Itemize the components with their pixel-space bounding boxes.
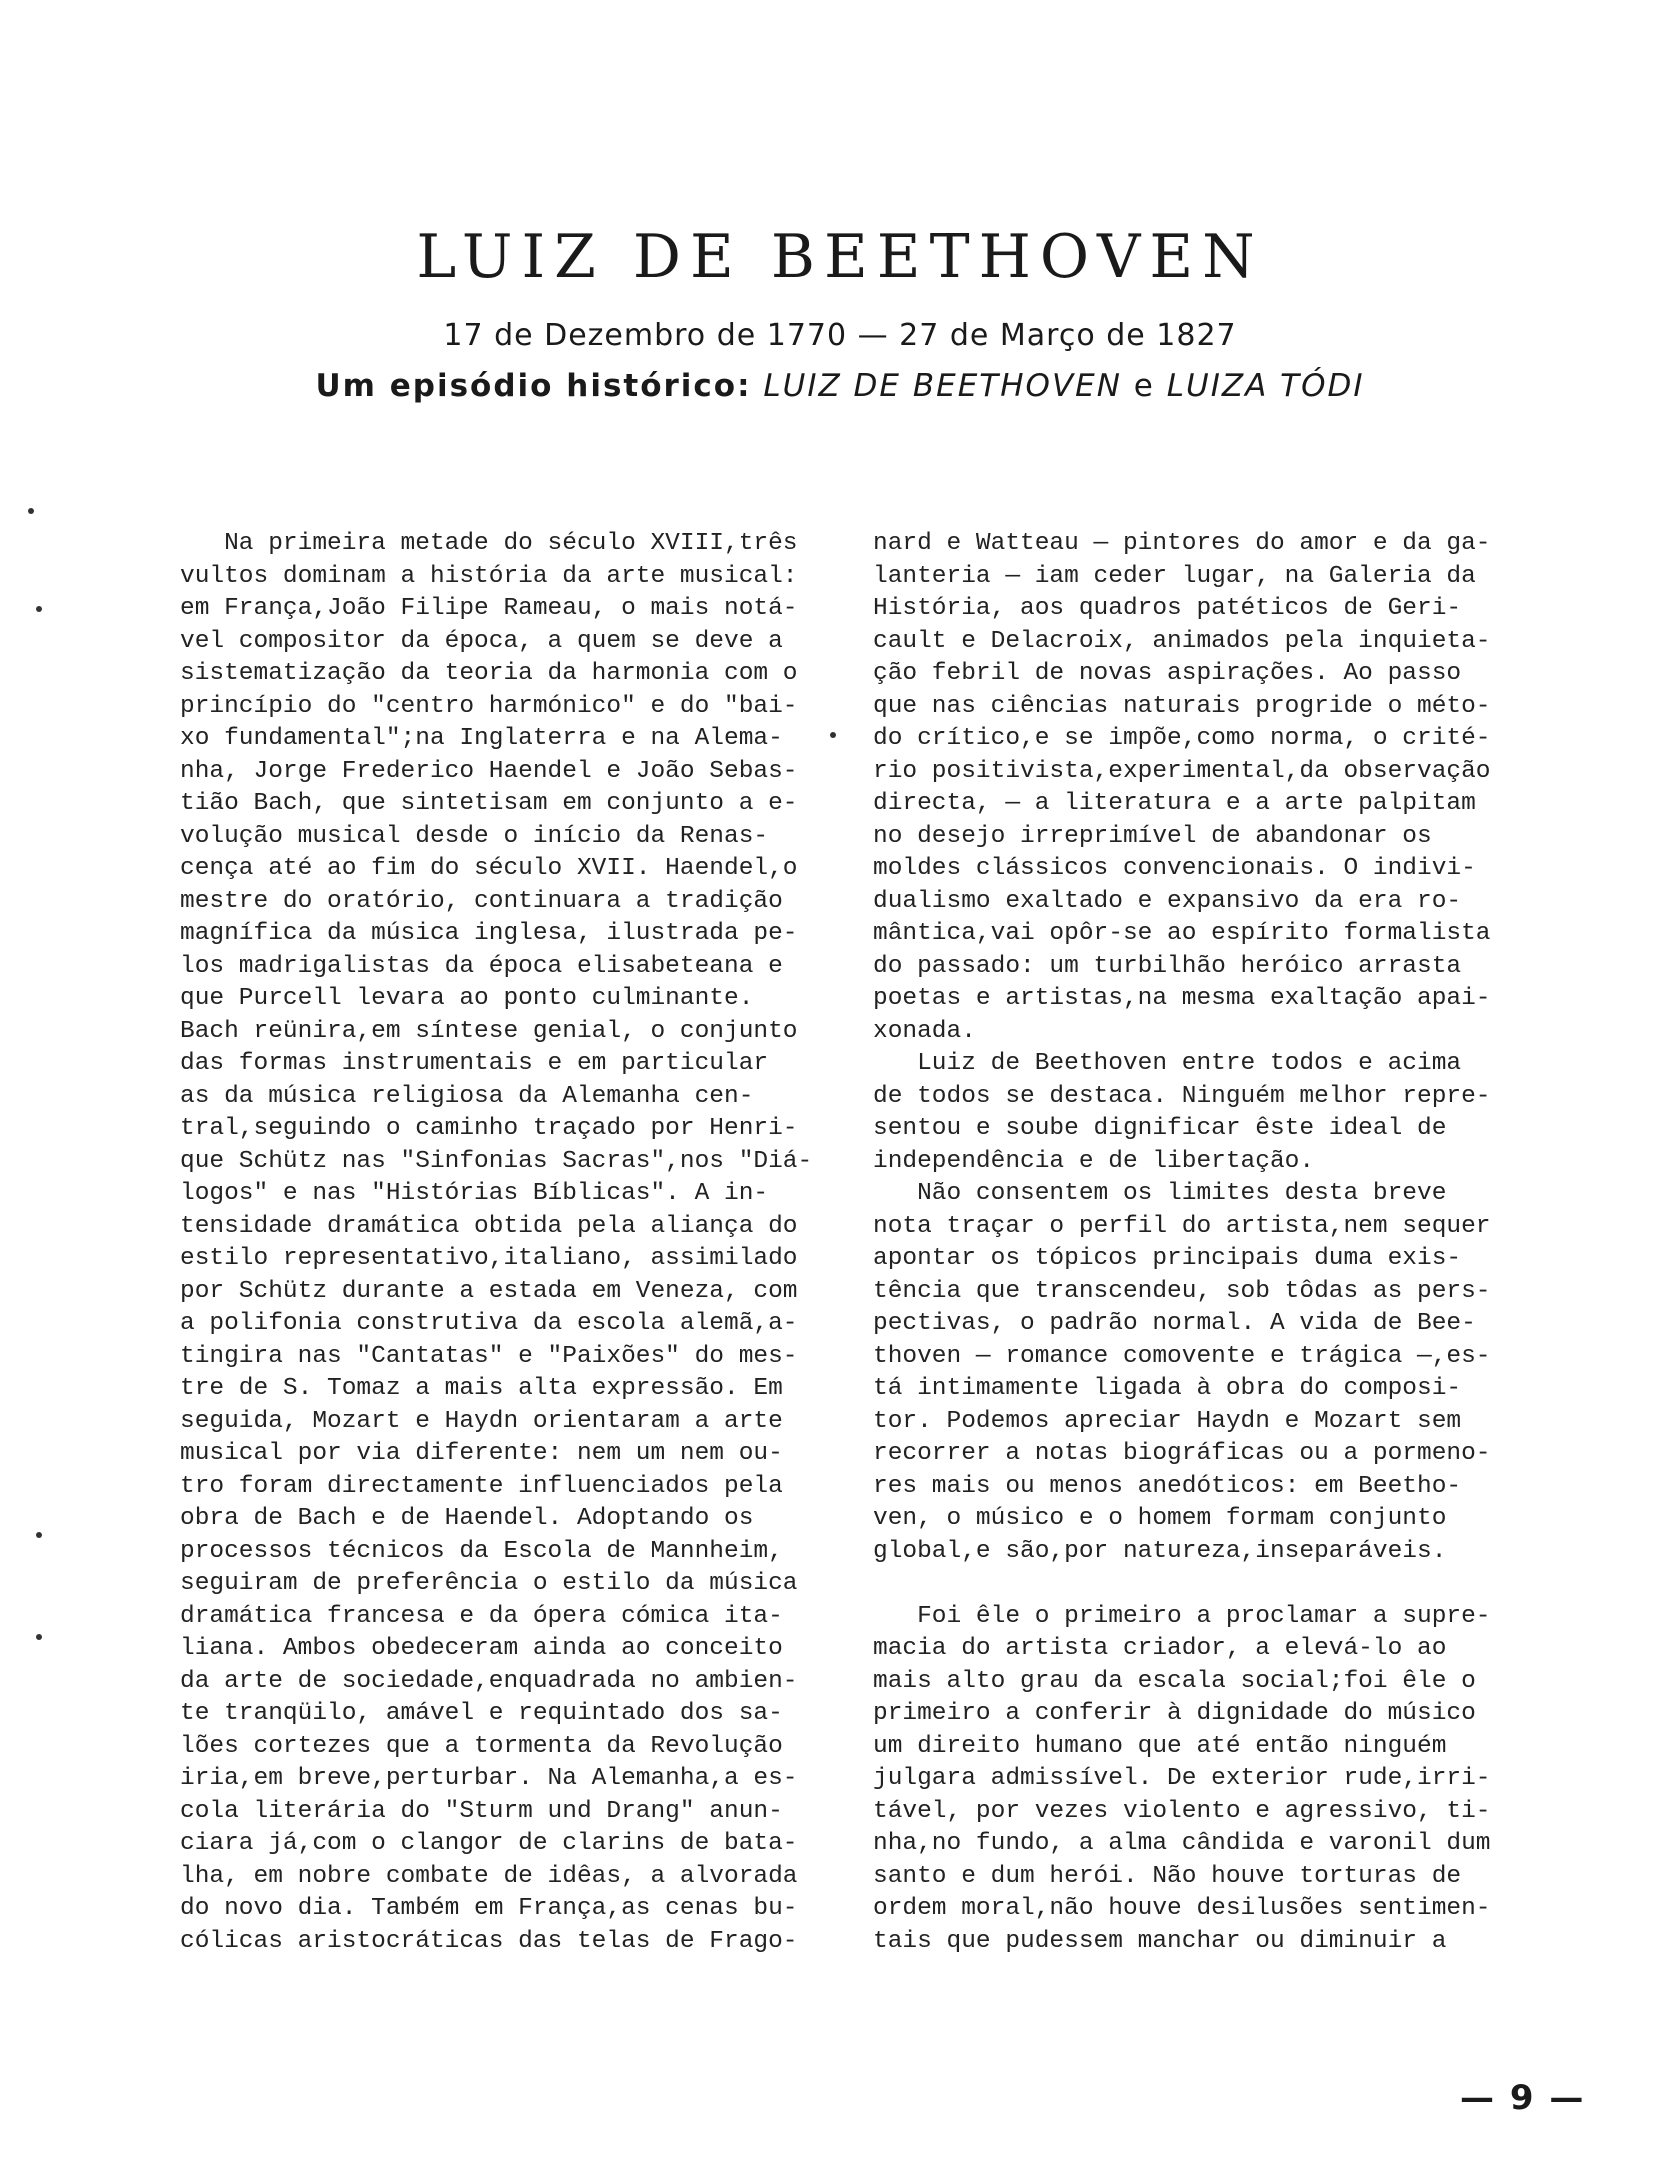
text-line: a polifonia construtiva da escola alemã,a-	[180, 1310, 798, 1337]
text-line: sistematização da teoria da harmonia com o	[180, 660, 798, 687]
margin-mark	[36, 1532, 42, 1538]
text-line: nha,no fundo, a alma cândida e varonil dum	[873, 1830, 1491, 1857]
text-line: nard e Watteau — pintores do amor e da ga-	[873, 530, 1491, 557]
text-line: de todos se destaca. Ninguém melhor repre-	[873, 1082, 1491, 1110]
episode-subtitle	[0, 368, 1680, 404]
text-line: global,e são,por natureza,inseparáveis.	[873, 1537, 1447, 1565]
text-line: lões cortezes que a tormenta da Revolução	[180, 1732, 783, 1760]
text-line: lanteria — iam ceder lugar, na Galeria da	[873, 562, 1476, 590]
text-line: lha, em nobre combate de idêas, a alvorada	[180, 1862, 798, 1890]
margin-mark	[36, 1634, 42, 1640]
text-line: dualismo exaltado e expansivo da era ro-	[873, 887, 1462, 915]
text-column-left	[180, 528, 820, 1958]
text-line: te tranqüilo, amável e requintado dos sa-	[180, 1700, 783, 1727]
page-title: LUIZ DE BEETHOVEN	[416, 222, 1264, 292]
text-line: ciara já,com o clangor de clarins de bata-	[180, 1830, 798, 1857]
text-line: em França,João Filipe Rameau, o mais notá-	[180, 595, 798, 622]
text-line: magnífica da música inglesa, ilustrada pe-	[180, 920, 798, 947]
text-line: ção febril de novas aspirações. Ao passo	[873, 660, 1462, 687]
text-line: vultos dominam a história da arte musical:	[180, 562, 798, 590]
text-line: tre de S. Tomaz a mais alta expressão. Em	[180, 1375, 783, 1402]
text-line: tingira nas "Cantatas" e "Paixões" do mes-	[180, 1342, 798, 1370]
text-line: macia do artista criador, a elevá-lo ao	[873, 1635, 1447, 1662]
life-dates: 17 de Dezembro de 1770 — 27 de Março de 1827	[443, 318, 1237, 353]
text-line: liana. Ambos obedeceram ainda ao conceito	[180, 1635, 783, 1662]
text-line: nha, Jorge Frederico Haendel e João Sebas-	[180, 757, 798, 785]
text-line: apontar os tópicos principais duma exis-	[873, 1245, 1462, 1272]
text-line: poetas e artistas,na mesma exaltação apai-	[873, 985, 1491, 1012]
text-line: dramática francesa e da ópera cómica ita-	[180, 1602, 783, 1630]
text-line: mestre do oratório, continuara a tradição	[180, 887, 783, 915]
episode-lead: Um episódio histórico:	[315, 368, 752, 404]
text-line: obra de Bach e de Haendel. Adoptando os	[180, 1505, 754, 1532]
text-line: directa, — a literatura e a arte palpitam	[873, 790, 1476, 817]
text-line: vel compositor da época, a quem se deve a	[180, 627, 783, 655]
text-line: volução musical desde o início da Renas-	[180, 822, 769, 850]
text-line: do passado: um turbilhão heróico arrasta	[873, 952, 1462, 980]
text-line: recorrer a notas biográficas ou a pormeno-	[873, 1440, 1491, 1467]
text-line: da arte de sociedade,enquadrada no ambien-	[180, 1667, 798, 1695]
text-line: primeiro a conferir à dignidade do músico	[873, 1700, 1476, 1727]
text-line: xonada.	[873, 1017, 976, 1045]
text-line: que nas ciências naturais progride o méto-	[873, 692, 1491, 720]
text-line: ordem moral,não houve desilusões sentimen-	[873, 1895, 1491, 1922]
text-line: no desejo irreprimível de abandonar os	[873, 822, 1432, 850]
text-line: Na primeira metade do século XVIII,três	[180, 530, 798, 557]
page-number: — 9 —	[1460, 2078, 1586, 2118]
text-line: estilo representativo,italiano, assimilado	[180, 1245, 798, 1272]
text-line: pectivas, o padrão normal. A vida de Bee-	[873, 1310, 1476, 1337]
text-line: xo fundamental";na Inglaterra e na Alema-	[180, 725, 783, 752]
text-line: tor. Podemos apreciar Haydn e Mozart sem	[873, 1407, 1462, 1435]
text-line: cólicas aristocráticas das telas de Frago-	[180, 1927, 798, 1955]
text-line: ven, o músico e o homem formam conjunto	[873, 1505, 1447, 1532]
text-line: independência e de libertação.	[873, 1147, 1315, 1175]
text-line: tais que pudessem manchar ou diminuir a	[873, 1927, 1447, 1955]
text-line: iria,em breve,perturbar. Na Alemanha,a es-	[180, 1765, 798, 1792]
text-line: logos" e nas "Histórias Bíblicas". A in-	[180, 1180, 769, 1207]
text-line: do novo dia. Também em França,as cenas bu-	[180, 1895, 798, 1922]
text-line: Foi êle o primeiro a proclamar a supre-	[873, 1602, 1491, 1630]
text-line: processos técnicos da Escola de Mannheim,	[180, 1537, 783, 1565]
text-line: seguida, Mozart e Haydn orientaram a arte	[180, 1407, 783, 1435]
text-line: thoven — romance comovente e trágica —,es-	[873, 1342, 1491, 1370]
text-line: tro foram directamente influenciados pela	[180, 1472, 783, 1500]
text-line: mântica,vai opôr-se ao espírito formalista	[873, 920, 1491, 947]
text-line: princípio do "centro harmónico" e do "bai-	[180, 692, 798, 720]
text-line: cença até ao fim do século XVII. Haendel,o	[180, 855, 798, 882]
text-line: cola literária do "Sturm und Drang" anun-	[180, 1797, 783, 1825]
text-line: Bach reünira,em síntese genial, o conjunto	[180, 1017, 798, 1045]
text-line: cault e Delacroix, animados pela inquieta-	[873, 627, 1491, 655]
text-line: rio positivista,experimental,da observação	[873, 757, 1491, 785]
text-line: que Purcell levara ao ponto culminante.	[180, 985, 754, 1012]
text-column-right	[873, 528, 1543, 1958]
text-line: mais alto grau da escala social;foi êle o	[873, 1667, 1476, 1695]
paragraph-gap	[873, 1568, 1543, 1601]
margin-mark	[36, 606, 42, 612]
text-line: julgara admissível. De exterior rude,irri-	[873, 1765, 1491, 1792]
text-line: que Schütz nas "Sinfonias Sacras",nos "Diá-	[180, 1147, 813, 1175]
margin-mark	[830, 732, 836, 738]
text-line: tá intimamente ligada à obra do composi-	[873, 1375, 1462, 1402]
text-line: por Schütz durante a estada em Veneza, com	[180, 1277, 798, 1305]
text-line: tião Bach, que sintetisam em conjunto a e-	[180, 790, 798, 817]
text-line: tável, por vezes violento e agressivo, ti-	[873, 1797, 1491, 1825]
text-line: um direito humano que até então ninguém	[873, 1732, 1447, 1760]
episode-conjunction: e	[1133, 368, 1155, 404]
text-line: tensidade dramática obtida pela aliança do	[180, 1212, 798, 1240]
text-line: santo e dum herói. Não houve torturas de	[873, 1862, 1462, 1890]
text-line: Não consentem os limites desta breve	[873, 1180, 1447, 1207]
episode-name-todi: LUIZA TÓDI	[1166, 368, 1365, 404]
text-line: sentou e soube dignificar êste ideal de	[873, 1115, 1447, 1142]
margin-mark	[28, 508, 34, 514]
text-line: tência que transcendeu, sob tôdas as pers-	[873, 1277, 1491, 1305]
text-line: das formas instrumentais e em particular	[180, 1050, 769, 1077]
episode-name-beethoven: LUIZ DE BEETHOVEN	[763, 368, 1122, 404]
text-line: res mais ou menos anedóticos: em Beetho-	[873, 1472, 1462, 1500]
text-line: do crítico,e se impõe,como norma, o crité-	[873, 725, 1491, 752]
text-line: moldes clássicos convencionais. O indivi-	[873, 855, 1476, 882]
text-line: tral,seguindo o caminho traçado por Henri-	[180, 1115, 798, 1142]
text-line: as da música religiosa da Alemanha cen-	[180, 1082, 754, 1110]
text-line: História, aos quadros patéticos de Geri-	[873, 595, 1462, 622]
text-line: Luiz de Beethoven entre todos e acima	[873, 1050, 1462, 1077]
text-line: nota traçar o perfil do artista,nem sequer	[873, 1212, 1491, 1240]
text-line: los madrigalistas da época elisabeteana e	[180, 952, 783, 980]
text-line: seguiram de preferência o estilo da música	[180, 1570, 798, 1597]
text-line: musical por via diferente: nem um nem ou-	[180, 1440, 783, 1467]
